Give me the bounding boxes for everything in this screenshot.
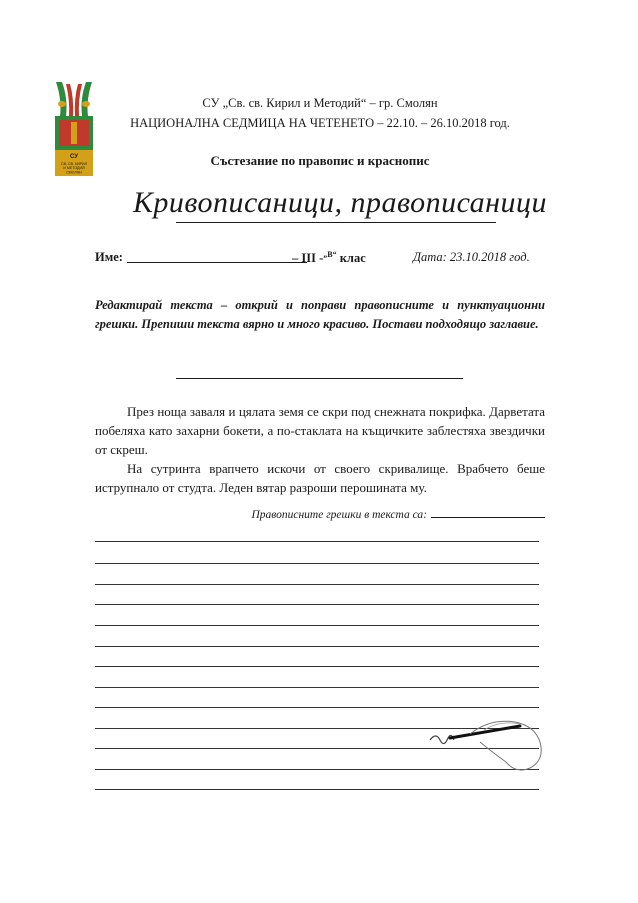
event-line: НАЦИОНАЛНА СЕДМИЦА НА ЧЕТЕНЕТО – 22.10. – 26.10.2018 год. bbox=[130, 116, 510, 130]
story-paragraph: На сутринта врапчето искочи от своего скривалище. Врабчето беше иструпнало от студта. Леден вятар разроши перошината му. bbox=[95, 461, 545, 495]
writing-line[interactable] bbox=[95, 789, 539, 790]
svg-text:СВ. СВ. КИРИЛ: СВ. СВ. КИРИЛ bbox=[61, 162, 87, 166]
date-label: Дата: 23.10.2018 год. bbox=[413, 250, 530, 264]
title-underline bbox=[176, 222, 496, 223]
svg-text:СМОЛЯН: СМОЛЯН bbox=[66, 170, 82, 175]
script-title: Кривописаници, правописаници bbox=[132, 186, 548, 219]
svg-text:И МЕТОДИЙ: И МЕТОДИЙ bbox=[63, 166, 85, 170]
writing-line[interactable] bbox=[95, 584, 539, 585]
title-field[interactable] bbox=[176, 378, 463, 379]
contest-title: Състезание по правопис и краснопис bbox=[210, 153, 430, 168]
writing-line[interactable] bbox=[95, 687, 539, 688]
class-label: – III -$^{„В“}$ клас bbox=[292, 250, 366, 266]
school-logo bbox=[52, 80, 96, 180]
task-instructions: Редактирай текста – открий и поправи правописните и пунктуационни грешки. Препиши текста вярно и много красиво. Постави подходящо заглавие. bbox=[95, 298, 545, 331]
writing-hand-icon bbox=[420, 712, 550, 782]
writing-line[interactable] bbox=[95, 604, 539, 605]
errors-field[interactable] bbox=[431, 507, 545, 518]
school-name: СУ „Св. св. Кирил и Методий“ – гр. Смолян bbox=[202, 96, 438, 110]
writing-line[interactable] bbox=[95, 541, 539, 542]
writing-line[interactable] bbox=[95, 625, 539, 626]
story-paragraph: През ноща заваля и цялата земя се скри под снежната покрифка. Дарветата побеляха като захарни бокети, а по-стаклата на къщичките заблестяха звездички от скреш. bbox=[95, 404, 545, 457]
writing-line[interactable] bbox=[95, 563, 539, 564]
story-text bbox=[95, 402, 545, 497]
writing-line[interactable] bbox=[95, 646, 539, 647]
svg-text:СУ: СУ bbox=[70, 154, 78, 160]
name-field[interactable] bbox=[127, 262, 307, 263]
errors-count-row bbox=[95, 507, 545, 521]
errors-label: Правописните грешки в текста са: bbox=[251, 509, 427, 521]
student-info-row bbox=[95, 250, 545, 266]
writing-line[interactable] bbox=[95, 707, 539, 708]
name-label: Име: bbox=[95, 250, 123, 264]
writing-line[interactable] bbox=[95, 666, 539, 667]
